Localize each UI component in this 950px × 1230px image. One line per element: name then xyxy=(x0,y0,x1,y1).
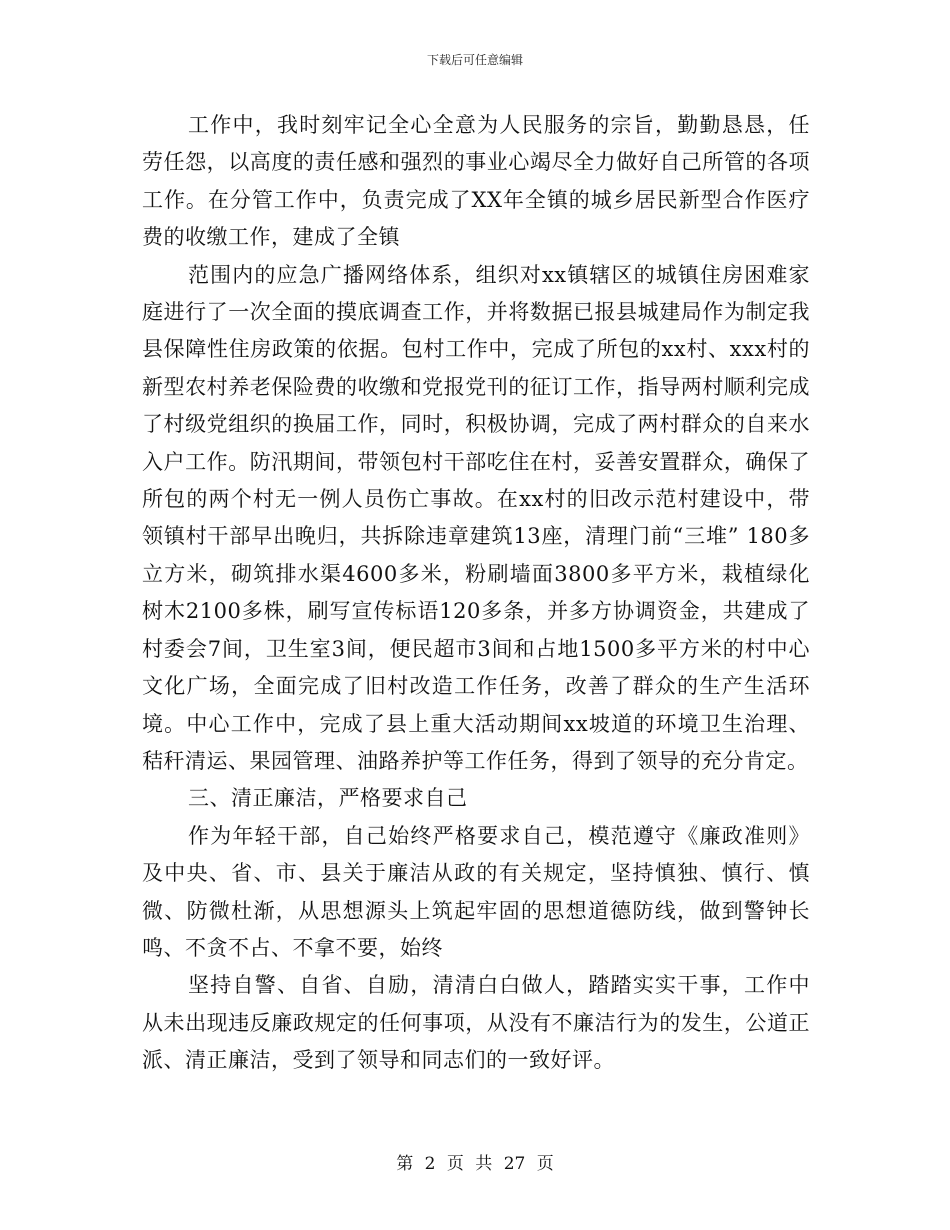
paragraph-achievements: 范围内的应急广播网络体系，组织对xx镇辖区的城镇住房困难家庭进行了一次全面的摸底调查工作，并将数据已报县城建局作为制定我县保障性住房政策的依据。包村工作中，完成了所包的xx村、xxx村的新型农村养老保险费的收缴和党报党刊的征订工作，指导两村顺利完成了村级党组织的换届工作，同时，积极协调，完成了两村群众的自来水入户工作。防汛期间，带领包村干部吃住在村，妥善安置群众，确保了所包的两个村无一例人员伤亡事故。在xx村的旧改示范村建设中，带领镇村干部早出晚归，共拆除违章建筑13座，清理门前“三堆” 180多立方米，砌筑排水渠4600多米，粉刷墙面3800多平方米，栽植绿化树木2100多株，刷写宣传标语120多条，并多方协调资金，共建成了村委会7间，卫生室3间，便民超市3间和占地1500多平方米的村中心文化广场，全面完成了旧村改造工作任务，改善了群众的生产生活环境。中心工作中，完成了县上重大活动期间xx坡道的环境卫生治理、秸秆清运、果园管理、油路养护等工作任务，得到了领导的充分肯定。 xyxy=(142,262,810,773)
page-number: 第 2 页 共 27 页 xyxy=(396,1154,554,1174)
paragraph-work-summary: 工作中，我时刻牢记全心全意为人民服务的宗旨，勤勤恳恳，任劳任怨，以高度的责任感和强烈的事业心竭尽全力做好自己所管的各项工作。在分管工作中，负责完成了XX年全镇的城乡居民新型合作医疗费的收缴工作，建成了全镇 xyxy=(142,113,810,250)
paragraph-integrity: 作为年轻干部，自己始终严格要求自己，模范遵守《廉政准则》及中央、省、市、县关于廉洁从政的有关规定，坚持慎独、慎行、慎微、防微杜渐，从思想源头上筑起牢固的思想道德防线，做到警钟长鸣、不贪不占、不拿不要，始终 xyxy=(142,823,810,960)
section-heading-integrity: 三、清正廉洁，严格要求自己 xyxy=(188,786,468,811)
document-body xyxy=(142,107,810,1080)
page-header-note: 下载后可任意编辑 xyxy=(426,53,523,67)
paragraph-conduct: 坚持自警、自省、自励，清清白白做人，踏踏实实干事，工作中从未出现违反廉政规定的任何事项，从没有不廉洁行为的发生，公道正派、清正廉洁，受到了领导和同志们的一致好评。 xyxy=(142,973,810,1073)
